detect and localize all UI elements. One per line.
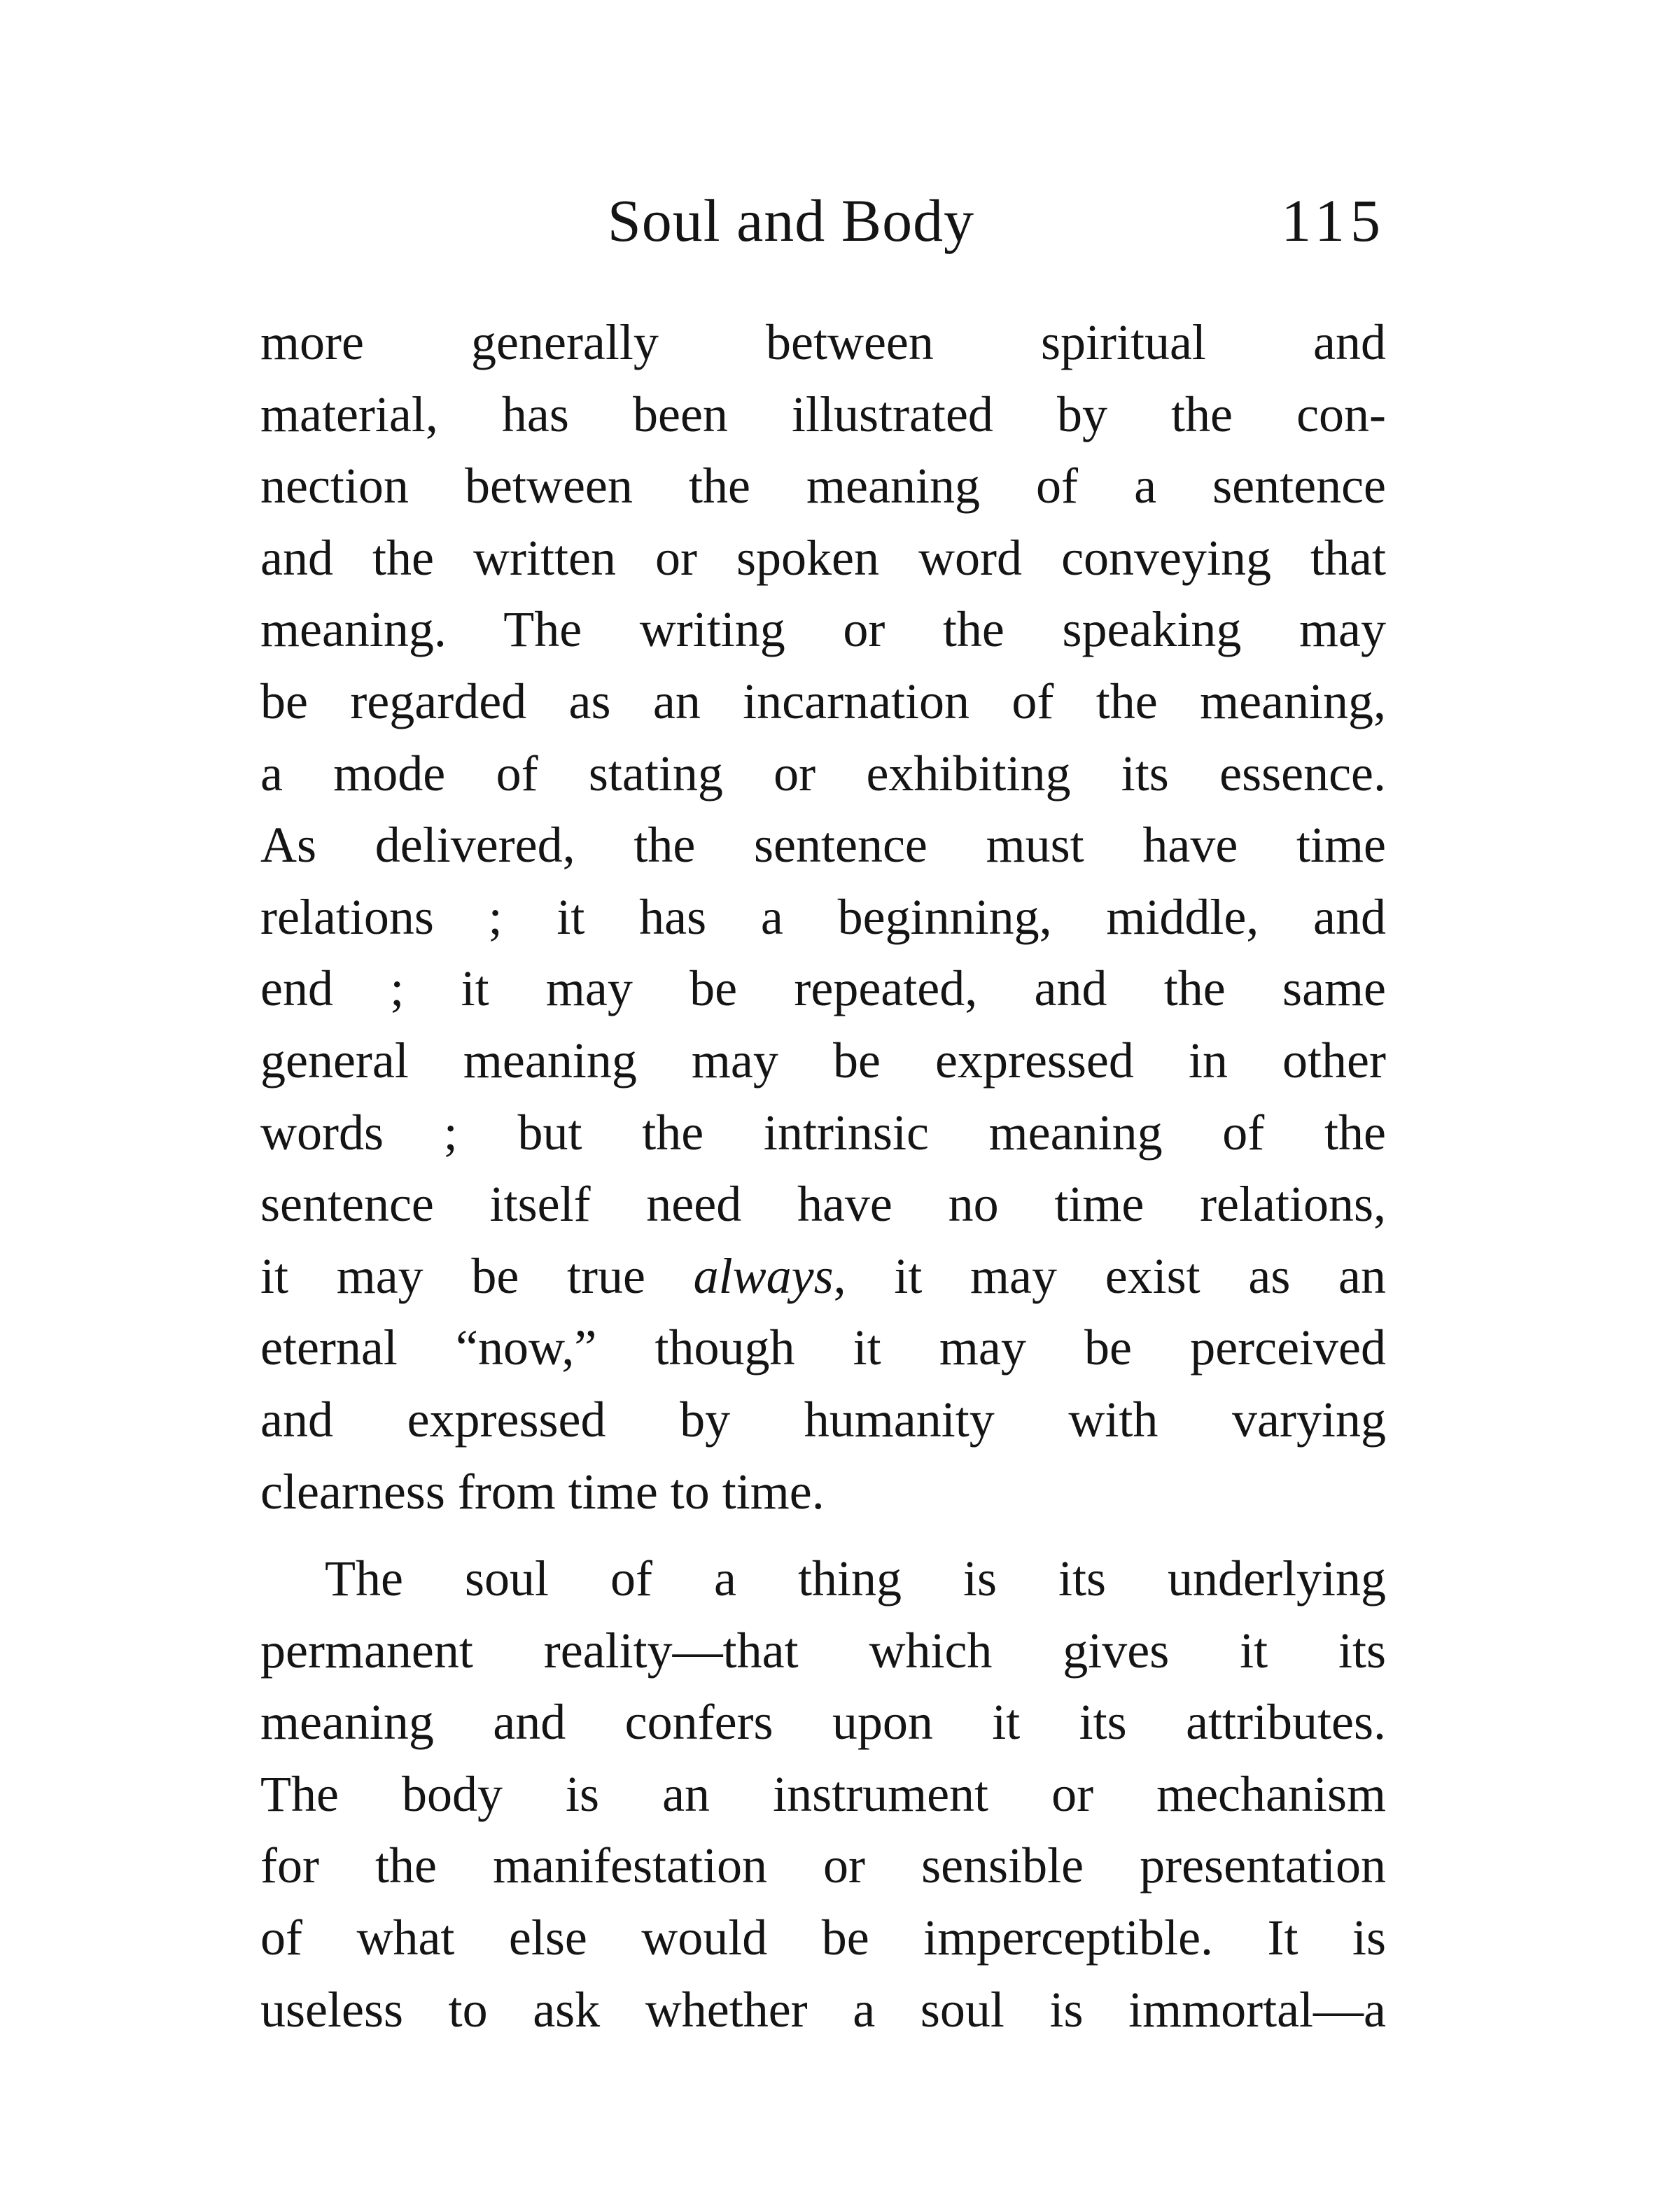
text-line: general meaning may be expressed in other (260, 1032, 1386, 1088)
body-text (260, 307, 1386, 2045)
text-line: The body is an instrument or mechanism (260, 1765, 1386, 1822)
paragraph (260, 1543, 1386, 2045)
text-line: The soul of a thing is its underlying (325, 1550, 1386, 1607)
text-line: of what else would be imperceptible. It is (260, 1910, 1386, 1966)
text-line: meaning. The writing or the speaking may (260, 601, 1386, 658)
text-line: words ; but the intrinsic meaning of the (260, 1104, 1386, 1161)
text-line: more generally between spiritual and (260, 314, 1386, 370)
text-line: clearness from time to time. (260, 1463, 825, 1520)
text-line: and expressed by humanity with varying (260, 1391, 1386, 1448)
page-number: 115 (1281, 187, 1386, 254)
text-line: and the written or spoken word conveying that (260, 529, 1386, 586)
running-title: Soul and Body (607, 187, 975, 254)
text-line: be regarded as an incarnation of the meaning, (260, 673, 1386, 729)
text-line: As delivered, the sentence must have time (260, 817, 1386, 874)
text-line: eternal “now,” though it may be perceived (260, 1320, 1386, 1376)
text-line: meaning and confers upon it its attributes. (260, 1694, 1386, 1751)
text-fragment: , it may exist as an (833, 1247, 1386, 1304)
text-line: for the manifestation or sensible presentation (260, 1837, 1386, 1894)
text-line: a mode of stating or exhibiting its essence. (260, 745, 1386, 802)
paragraph-gap (260, 1527, 1386, 1543)
text-line: useless to ask whether a soul is immortal—a (260, 1981, 1386, 2038)
paragraph (260, 307, 1386, 1527)
emphasis-always: always (693, 1247, 834, 1304)
text-line: sentence itself need have no time relations, (260, 1176, 1386, 1233)
running-head (259, 178, 1386, 262)
text-line-with-emphasis (260, 1240, 1386, 1312)
text-line: nection between the meaning of a sentence (260, 458, 1386, 514)
text-fragment: it may be true (260, 1247, 694, 1304)
text-line: relations ; it has a beginning, middle, and (260, 888, 1386, 945)
text-line: end ; it may be repeated, and the same (260, 960, 1386, 1017)
text-line: material, has been illustrated by the con- (260, 386, 1386, 442)
text-line: permanent reality—that which gives it its (260, 1622, 1386, 1679)
